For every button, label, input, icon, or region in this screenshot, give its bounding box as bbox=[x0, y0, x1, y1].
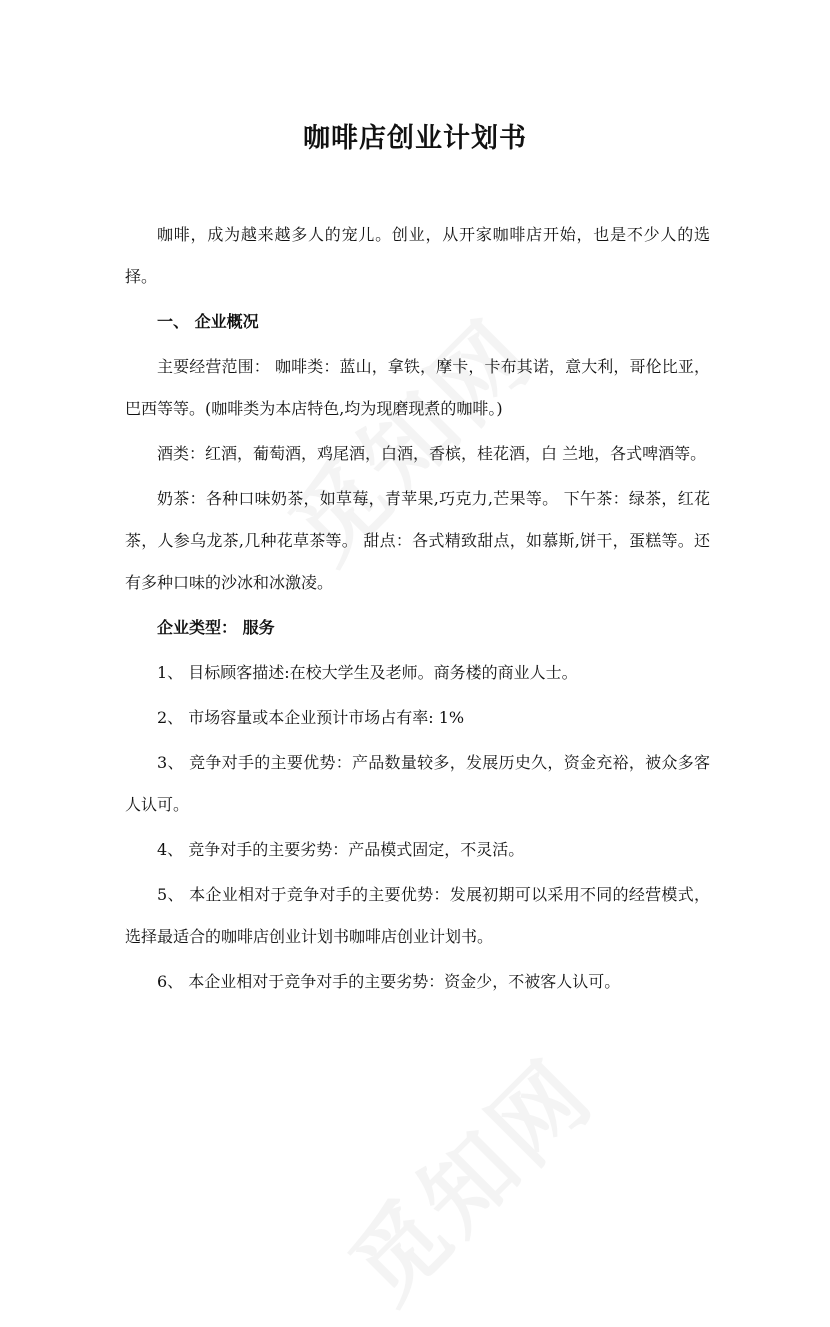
paragraph-wine: 酒类：红酒，葡萄酒，鸡尾酒，白酒，香槟，桂花酒，白 兰地，各式啤酒等。 bbox=[157, 444, 707, 463]
paragraph-milk-tea: 奶茶：各种口味奶茶，如草莓，青苹果,巧克力,芒果等。 下午茶：绿茶，红花茶，人参乌龙茶,几种花草茶等。 甜点：各式精致甜点，如慕斯,饼干，蛋糕等。还有多种口味的沙冰和冰激凌。 bbox=[125, 489, 710, 592]
list-item: 3、 竞争对手的主要优势：产品数量较多，发展历史久，资金充裕，被众多客人认可。 bbox=[125, 753, 710, 814]
paragraph-business-scope: 主要经营范围： 咖啡类：蓝山，拿铁，摩卡，卡布其诺，意大利，哥伦比亚，巴西等等。(咖啡类为本店特色,均为现磨现煮的咖啡。) bbox=[125, 357, 710, 418]
list-item: 2、 市场容量或本企业预计市场占有率: 1% bbox=[157, 708, 465, 727]
paragraph-intro: 咖啡，成为越来越多人的宠儿。创业，从开家咖啡店开始，也是不少人的选择。 bbox=[125, 225, 710, 286]
document-body bbox=[125, 214, 710, 1003]
list-item: 5、 本企业相对于竞争对手的主要优势：发展初期可以采用不同的经营模式，选择最适合的咖啡店创业计划书咖啡店创业计划书。 bbox=[125, 885, 710, 946]
list-item: 4、 竞争对手的主要劣势：产品模式固定，不灵活。 bbox=[157, 840, 525, 859]
watermark bbox=[316, 1025, 617, 1326]
enterprise-type: 企业类型： 服务 bbox=[157, 618, 275, 637]
document-title: 咖啡店创业计划书 bbox=[303, 123, 527, 154]
list-item: 1、 目标顾客描述:在校大学生及老师。商务楼的商业人士。 bbox=[157, 663, 578, 682]
section-heading: 一、 企业概况 bbox=[157, 312, 259, 331]
list-item: 6、 本企业相对于竞争对手的主要劣势：资金少，不被客人认可。 bbox=[157, 972, 621, 991]
